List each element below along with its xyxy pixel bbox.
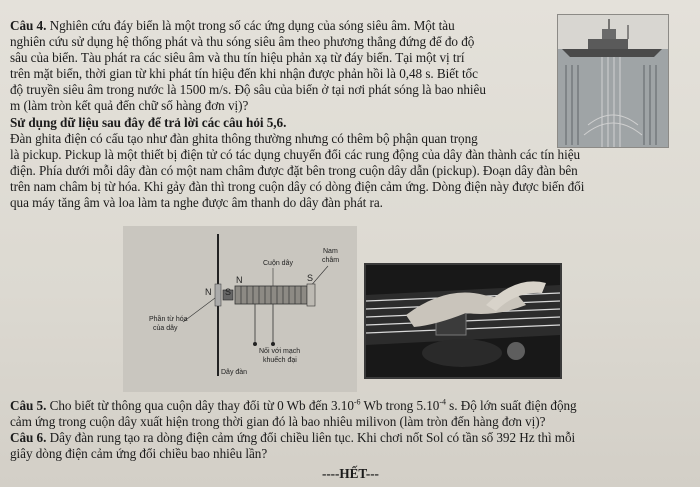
q6-line-1 <box>10 430 575 446</box>
guitar-photo-illustration <box>366 265 560 377</box>
passage-line-2: là pickup. Pickup là một thiết bị điện tử có tác dụng chuyển đổi các rung động của dây đàn thành các tín hiệu <box>10 147 581 162</box>
q4-line-1 <box>10 18 455 34</box>
q6-label: Câu 6. <box>10 430 47 445</box>
passage-line-4: trên nam châm bị từ hóa. Khi gảy đàn thì trong cuộn dây có dòng điện cảm ứng. Dòng điện này được biến đổi <box>10 179 585 194</box>
pickup-diagram <box>123 226 357 392</box>
q4-line-3: sâu của biển. Tàu phát ra các siêu âm và thu tín hiệu phản xạ từ đáy biển. Tại một vị trí <box>10 50 465 65</box>
q4-line-6: m (làm tròn kết quả đến chữ số hàng đơn vị)? <box>10 98 249 113</box>
section-heading: Sử dụng dữ liệu sau đây để trả lời các câu hỏi 5,6. <box>10 115 287 130</box>
magnetized-label-2: của dây <box>153 325 178 332</box>
guitar-pickup-photo <box>364 263 562 379</box>
s-top-label: S <box>307 273 314 283</box>
q4-line-4: trên mặt biển, thời gian từ khi phát tín hiệu đến khi nhận được phản hồi là 0,48 s. Biết tốc <box>10 66 478 81</box>
n-top-label: N <box>236 275 243 285</box>
passage-line-5: qua máy tăng âm và loa làm ta nghe được âm thanh do dây đàn phát ra. <box>10 195 383 210</box>
magnet-label-1: Nam <box>323 248 338 255</box>
n-left-label: N <box>205 287 212 297</box>
pickup-drawing <box>123 226 357 392</box>
coil-label: Cuộn dây <box>263 260 293 267</box>
q5-exponent-1: -6 <box>353 397 361 407</box>
end-mark: ----HẾT--- <box>322 466 379 481</box>
s-left-label: S <box>225 287 232 297</box>
circuit-label-2: khuếch đại <box>263 357 297 364</box>
q5-text-a: Cho biết từ thông qua cuộn dây thay đổi từ 0 Wb đến 3.10 <box>46 398 354 413</box>
passage-line-1: Đàn ghita điện có cấu tạo như đàn ghita thông thường nhưng có thêm bộ phận quan trọng <box>10 131 478 146</box>
ship-sonar-figure <box>557 14 669 148</box>
passage-line-3: điện. Phía dưới mỗi dây đàn có một nam châm được đặt bên trong cuộn dây dẫn (pickup). Đoạn dây đàn bên <box>10 163 578 178</box>
q6-line-2: giây dòng điện cảm ứng đổi chiều bao nhiêu lần? <box>10 446 268 461</box>
string-label: Dây đàn <box>221 369 248 376</box>
q5-label: Câu 5. <box>10 398 47 413</box>
q4-text-1: Nghiên cứu đáy biển là một trong số các ứng dụng của sóng siêu âm. Một tàu <box>46 18 455 33</box>
q5-exponent-2: -4 <box>439 397 446 407</box>
q4-line-5: độ truyền siêu âm trong nước là 1500 m/s. Độ sâu của biển ở tại nơi phát sóng là bao nhiêu <box>10 82 486 97</box>
q5-text-c: s. Độ lớn suất điện động <box>445 398 577 413</box>
q4-line-2: nghiên cứu sử dụng hệ thống phát và thu sóng siêu âm theo phương thẳng đứng để đo độ <box>10 34 475 49</box>
circuit-label-1: Nối với mạch <box>259 348 301 355</box>
magnet-label-2: châm <box>322 257 340 264</box>
magnetized-label-1: Phần từ hóa <box>149 316 188 323</box>
q6-text-1: Dây đàn rung tạo ra dòng điện cảm ứng đổi chiều liên tục. Khi chơi nốt Sol có tần số 392 Hz thì mỗi <box>46 430 576 445</box>
q5-line-2: cảm ứng trong cuộn dây xuất hiện trong thời gian đó là bao nhiêu milivon (làm tròn đến hàng đơn vị)? <box>10 414 546 429</box>
q4-label: Câu 4. <box>10 18 47 33</box>
ship-sonar-illustration <box>558 15 668 147</box>
q5-line-1 <box>10 398 577 414</box>
q5-text-b: Wb trong 5.10 <box>360 398 440 413</box>
